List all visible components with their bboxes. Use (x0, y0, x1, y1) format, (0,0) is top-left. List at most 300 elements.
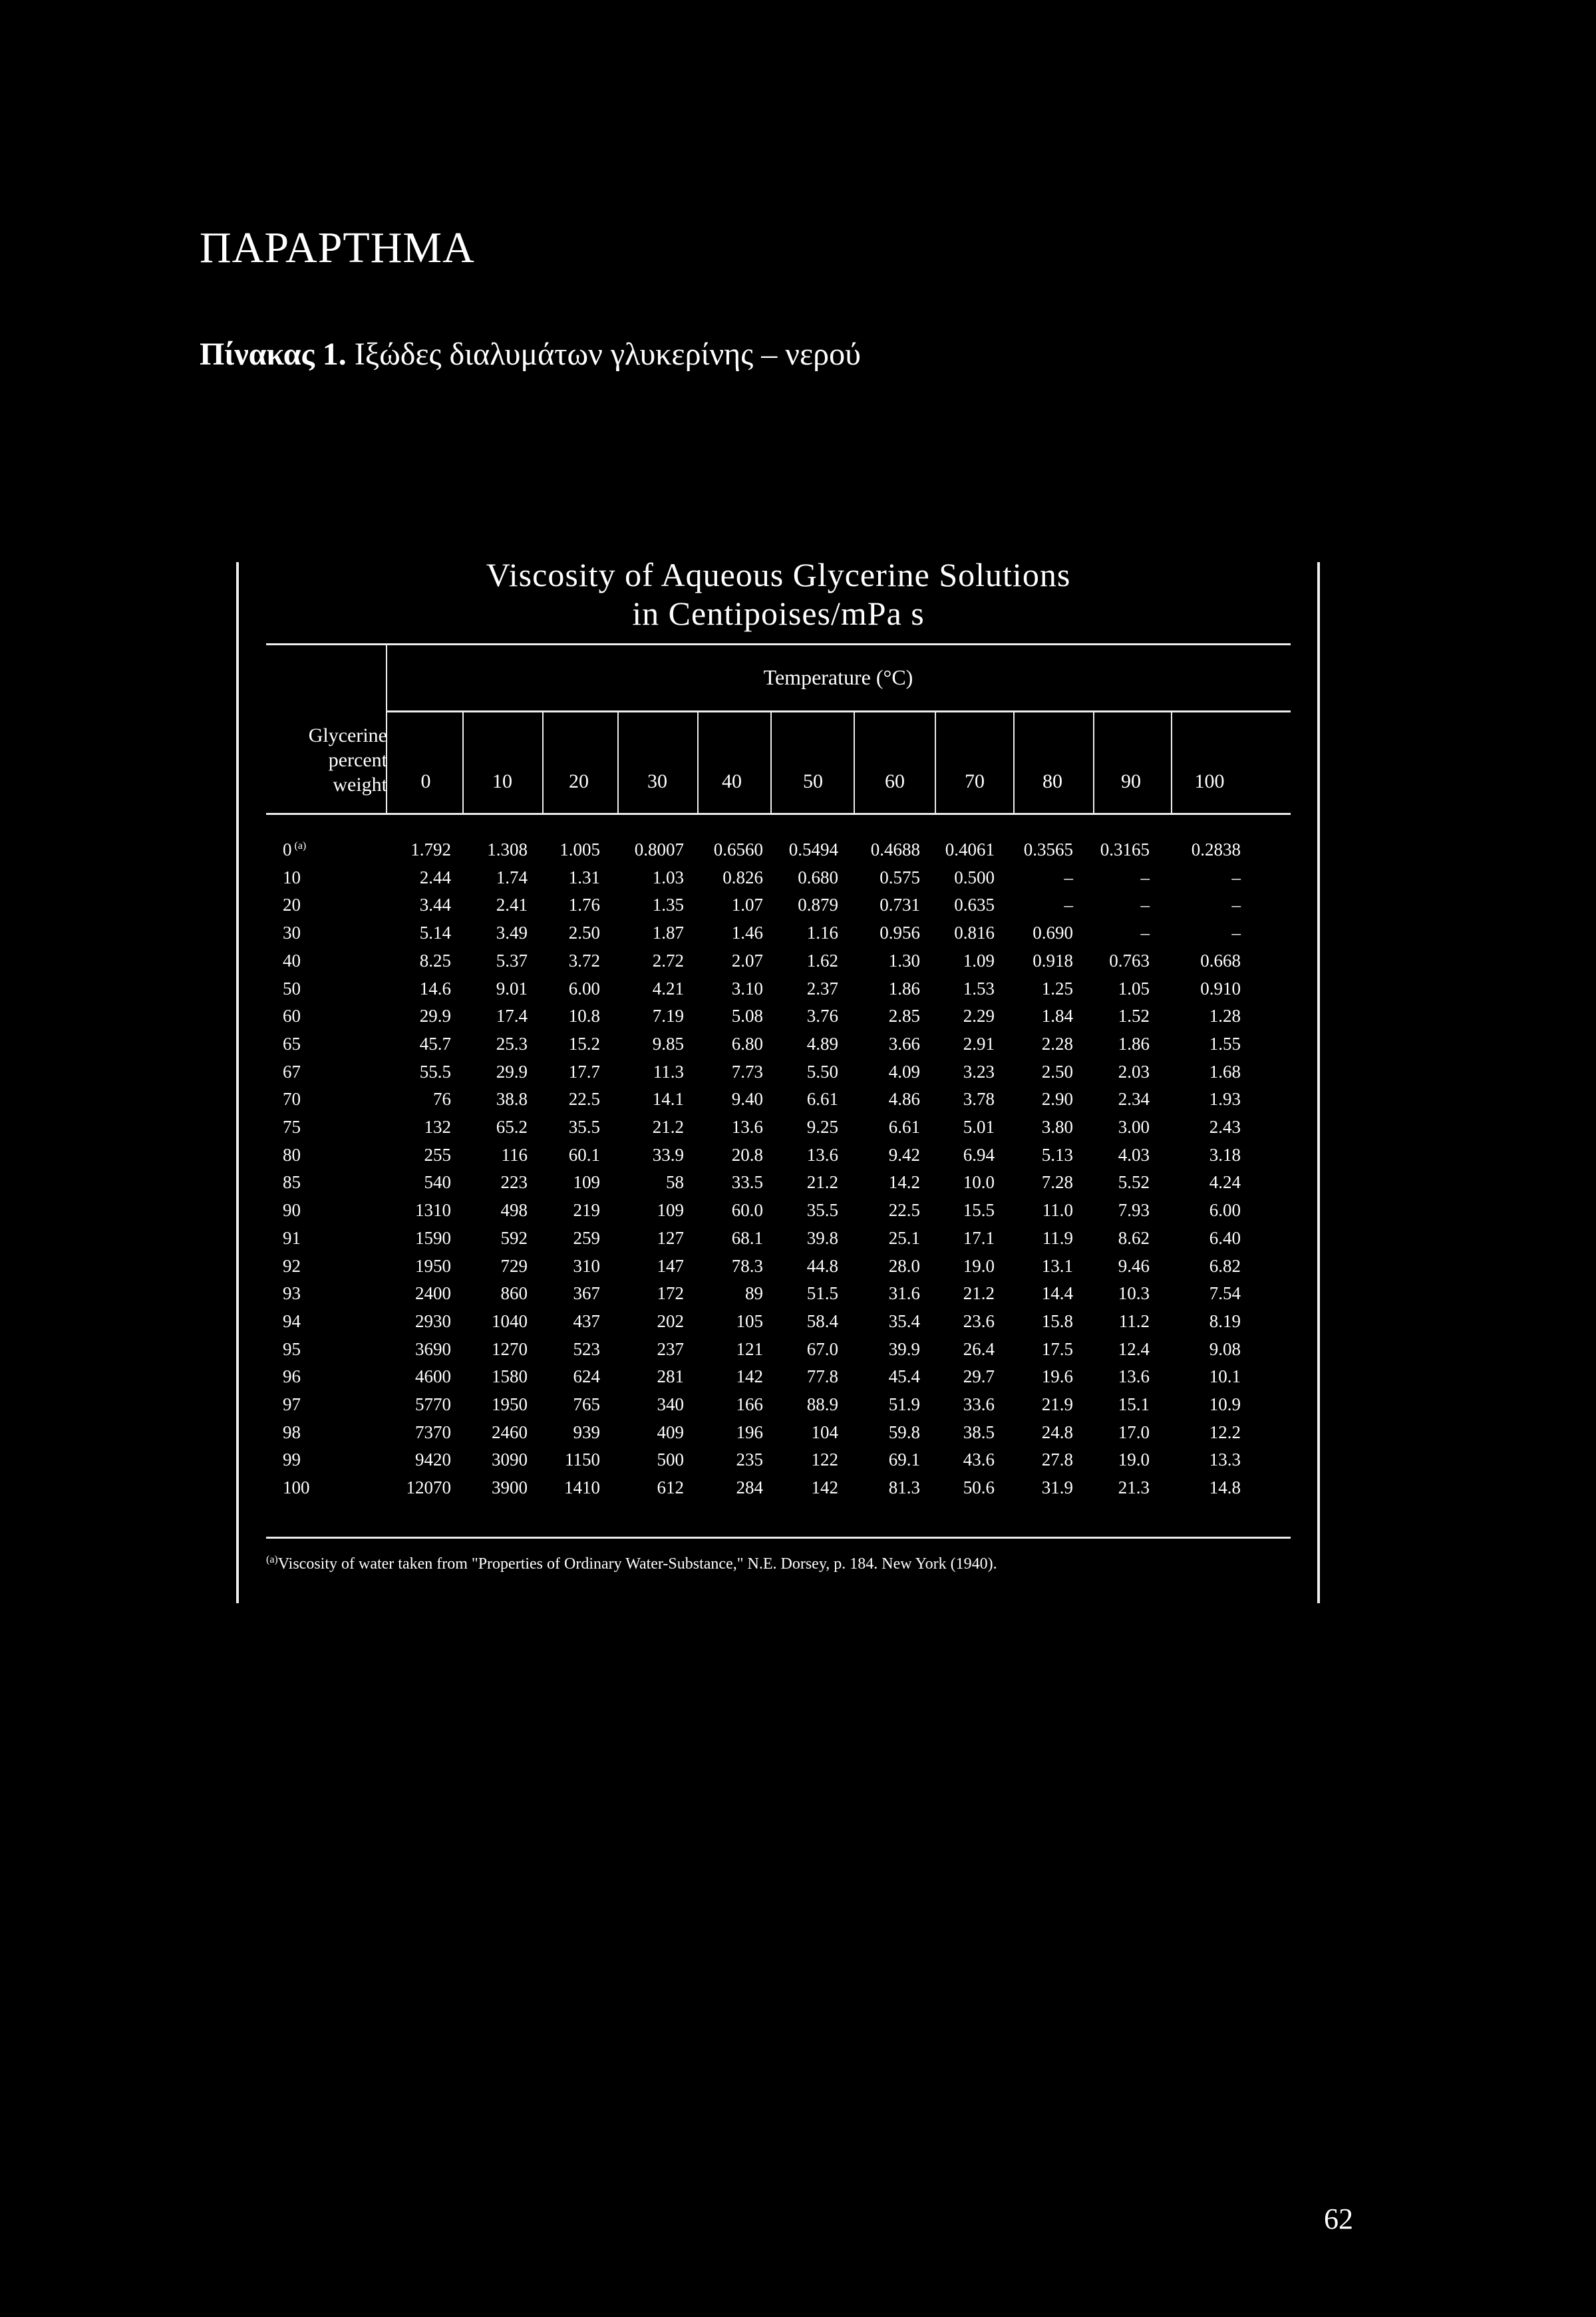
table-cell: – (1140, 923, 1150, 943)
table-cell: 3690 (415, 1339, 451, 1359)
column-header-100: 100 (1194, 770, 1225, 792)
table-cell: 15.5 (963, 1200, 995, 1220)
glycerine-header-line-3: weight (333, 774, 387, 796)
table-cell: 6.80 (731, 1034, 763, 1054)
table-cell: 35.5 (806, 1200, 838, 1220)
table-cell: 89 (745, 1283, 763, 1303)
table-cell: 2.43 (1209, 1117, 1241, 1137)
table-cell: 1.53 (963, 979, 995, 999)
table-cell: 9.85 (652, 1034, 684, 1054)
table-cell: 109 (573, 1172, 600, 1192)
table-cell: 29.9 (419, 1006, 451, 1026)
table-cell: 31.9 (1041, 1477, 1073, 1497)
table-cell: 1950 (415, 1256, 451, 1276)
table-cell: 1.55 (1209, 1034, 1241, 1054)
row-label: 94 (283, 1311, 301, 1331)
table-cell: 142 (811, 1477, 838, 1497)
table-cell: 523 (573, 1339, 600, 1359)
row-label: 30 (283, 923, 301, 943)
table-cell: 1.31 (568, 867, 600, 887)
table-cell: 25.1 (888, 1228, 920, 1248)
table-cell: 69.1 (888, 1450, 920, 1469)
table-cell: 7.73 (731, 1062, 763, 1082)
table-cell: 5.13 (1041, 1145, 1073, 1165)
table-cell: 259 (573, 1228, 600, 1248)
table-cell: 13.6 (731, 1117, 763, 1137)
table-cell: 1410 (564, 1477, 600, 1497)
table-cell: 68.1 (731, 1228, 763, 1248)
table-cell: 31.6 (888, 1283, 920, 1303)
table-cell: 592 (500, 1228, 528, 1248)
table-cell: 10.3 (1118, 1283, 1150, 1303)
table-cell: 3.66 (888, 1034, 920, 1054)
table-cell: 6.00 (1209, 1200, 1241, 1220)
title-rule (266, 643, 1291, 645)
table-cell: 0.4688 (870, 840, 920, 859)
table-cell: 76 (433, 1089, 451, 1109)
table-cell: 19.0 (1118, 1450, 1150, 1469)
table-cell: 7370 (415, 1422, 451, 1442)
table-cell: 2.91 (963, 1034, 995, 1054)
table-cell: 2.34 (1118, 1089, 1150, 1109)
table-cell: 142 (736, 1366, 763, 1386)
table-cell: 104 (811, 1422, 838, 1442)
table-cell: 20.8 (731, 1145, 763, 1165)
column-header-70: 70 (965, 770, 985, 792)
table-cell: 5.08 (731, 1006, 763, 1026)
table-cell: 1.84 (1041, 1006, 1073, 1026)
table-title-line-2: in Centipoises/mPa s (632, 595, 925, 632)
table-cell: 4.86 (888, 1089, 920, 1109)
table-cell: 235 (736, 1450, 763, 1469)
table-cell: 109 (657, 1200, 684, 1220)
table-cell: 1.76 (568, 895, 600, 915)
table-cell: 4600 (415, 1366, 451, 1386)
table-caption-text: Ιξώδες διαλυμάτων γλυκερίνης – νερού (354, 337, 861, 372)
table-cell: 9.01 (496, 979, 528, 999)
table-cell: 116 (501, 1145, 528, 1165)
table-cell: 0.918 (1033, 951, 1073, 971)
column-header-80: 80 (1042, 770, 1062, 792)
column-divider (1093, 710, 1094, 813)
table-cell: 1.68 (1209, 1062, 1241, 1082)
table-cell: 24.8 (1041, 1422, 1073, 1442)
table-cell: 1.005 (559, 840, 600, 859)
table-caption (200, 336, 861, 373)
table-cell: 0.668 (1200, 951, 1241, 971)
table-cell: 1.46 (731, 923, 763, 943)
table-cell: 0.731 (879, 895, 920, 915)
table-cell: 0.3165 (1100, 840, 1150, 859)
column-divider (462, 710, 464, 813)
table-cell: 196 (736, 1422, 763, 1442)
table-cell: 0.2838 (1191, 840, 1241, 859)
table-cell: 38.8 (496, 1089, 528, 1109)
table-cell: 45.7 (419, 1034, 451, 1054)
table-cell: 39.9 (888, 1339, 920, 1359)
table-cell: 60.1 (568, 1145, 600, 1165)
table-cell: 3900 (492, 1477, 528, 1497)
table-cell: 10.9 (1209, 1394, 1241, 1414)
table-cell: 409 (657, 1422, 684, 1442)
table-cell: 33.9 (652, 1145, 684, 1165)
table-cell: – (1140, 867, 1150, 887)
table-cell: 35.5 (568, 1117, 600, 1137)
table-cell: 10.8 (568, 1006, 600, 1026)
table-cell: 9.40 (731, 1089, 763, 1109)
table-cell: – (1064, 895, 1073, 915)
row-label: 40 (283, 951, 301, 971)
table-cell: 2.28 (1041, 1034, 1073, 1054)
table-cell: 3.76 (806, 1006, 838, 1026)
table-cell: 14.4 (1041, 1283, 1073, 1303)
table-cell: 12070 (406, 1477, 451, 1497)
table-cell: 612 (657, 1477, 684, 1497)
table-cell: 5.01 (963, 1117, 995, 1137)
table-cell: 1.792 (410, 840, 451, 859)
table-cell: 255 (424, 1145, 451, 1165)
column-header-30: 30 (647, 770, 667, 792)
column-divider (697, 710, 699, 813)
column-divider (617, 710, 619, 813)
temperature-rule (386, 710, 1291, 712)
table-cell: 1.74 (496, 867, 528, 887)
table-cell: 3.72 (568, 951, 600, 971)
table-cell: 21.2 (806, 1172, 838, 1192)
table-cell: 0.910 (1200, 979, 1241, 999)
footnote-text: Viscosity of water taken from "Properties of Ordinary Water-Substance," N.E. Dorsey, p. 184. New York (1940). (277, 1555, 997, 1573)
table-cell: 23.6 (963, 1311, 995, 1331)
table-cell: 1310 (415, 1200, 451, 1220)
column-header-10: 10 (492, 770, 512, 792)
table-cell: 6.00 (568, 979, 600, 999)
table-cell: 500 (657, 1450, 684, 1469)
table-caption-label: Πίνακας 1. (200, 337, 347, 372)
table-cell: 310 (573, 1256, 600, 1276)
table-cell: 22.5 (888, 1200, 920, 1220)
table-footnote (266, 1554, 997, 1573)
table-cell: 2.44 (419, 867, 451, 887)
table-cell: 29.9 (496, 1062, 528, 1082)
table-cell: 237 (657, 1339, 684, 1359)
row-label: 75 (283, 1117, 301, 1137)
table-cell: 33.5 (731, 1172, 763, 1192)
table-cell: 0.956 (879, 923, 920, 943)
table-cell: 6.82 (1209, 1256, 1241, 1276)
table-cell: 4.03 (1118, 1145, 1150, 1165)
table-cell: 43.6 (963, 1450, 995, 1469)
column-header-0: 0 (420, 770, 431, 792)
table-cell: 51.5 (806, 1283, 838, 1303)
table-cell: 3090 (492, 1450, 528, 1469)
table-title-line-1: Viscosity of Aqueous Glycerine Solutions (486, 556, 1071, 593)
table-cell: 0.879 (798, 895, 838, 915)
header-rule (266, 813, 1291, 815)
table-cell: 3.00 (1118, 1117, 1150, 1137)
table-cell: 11.3 (653, 1062, 684, 1082)
table-cell: 219 (573, 1200, 600, 1220)
table-cell: 166 (736, 1394, 763, 1414)
row-label: 98 (283, 1422, 301, 1442)
table-cell: – (1140, 895, 1150, 915)
table-cell: 4.21 (652, 979, 684, 999)
table-cell: 58.4 (806, 1311, 838, 1331)
table-cell: 0.5494 (788, 840, 838, 859)
table-cell: 7.19 (652, 1006, 684, 1026)
temperature-header: Temperature (°C) (763, 665, 913, 689)
table-cell: – (1231, 923, 1241, 943)
table-cell: 19.6 (1041, 1366, 1073, 1386)
column-header-50: 50 (803, 770, 823, 792)
table-cell: 0.6560 (713, 840, 763, 859)
table-cell: 21.3 (1118, 1477, 1150, 1497)
table-cell: 0.500 (954, 867, 995, 887)
table-cell: 2.03 (1118, 1062, 1150, 1082)
table-cell: 1270 (492, 1339, 528, 1359)
table-cell: 1.30 (888, 951, 920, 971)
table-cell: 4.24 (1209, 1172, 1241, 1192)
table-cell: 6.94 (963, 1145, 995, 1165)
table-cell: – (1064, 867, 1073, 887)
table-cell: 437 (573, 1311, 600, 1331)
glycerine-header-line-1: Glycerine (308, 724, 387, 746)
row-label: 60 (283, 1006, 301, 1026)
table-cell: 1.35 (652, 895, 684, 915)
table-cell: 4.89 (806, 1034, 838, 1054)
table-cell: 4.09 (888, 1062, 920, 1082)
table-cell: 939 (573, 1422, 600, 1442)
table-cell: 2.50 (568, 923, 600, 943)
row-label: 70 (283, 1089, 301, 1109)
table-cell: 15.1 (1118, 1394, 1150, 1414)
table-cell: 60.0 (731, 1200, 763, 1220)
column-divider (854, 710, 855, 813)
table-cell: 13.3 (1209, 1450, 1241, 1469)
table-cell: 3.44 (419, 895, 451, 915)
table-cell: 367 (573, 1283, 600, 1303)
table-cell: 202 (657, 1311, 684, 1331)
table-cell: 55.5 (419, 1062, 451, 1082)
table-cell: 2400 (415, 1283, 451, 1303)
table-cell: 3.23 (963, 1062, 995, 1082)
table-cell: 223 (500, 1172, 528, 1192)
table-cell: 5.52 (1118, 1172, 1150, 1192)
table-cell: 3.10 (731, 979, 763, 999)
table-cell: 77.8 (806, 1366, 838, 1386)
table-cell: 0.3565 (1023, 840, 1073, 859)
table-cell: 15.2 (568, 1034, 600, 1054)
table-cell: 3.49 (496, 923, 528, 943)
table-cell: 12.4 (1118, 1339, 1150, 1359)
row-label: 0 $^{(a)}$ (283, 840, 307, 859)
table-cell: 0.690 (1033, 923, 1073, 943)
row-label: 95 (283, 1339, 301, 1359)
row-label: 50 (283, 979, 301, 999)
table-cell: 5.14 (419, 923, 451, 943)
table-cell: 5770 (415, 1394, 451, 1414)
table-cell: 2.50 (1041, 1062, 1073, 1082)
table-cell: 1590 (415, 1228, 451, 1248)
table-cell: 2.72 (652, 951, 684, 971)
table-cell: 1.86 (888, 979, 920, 999)
table-cell: 0.816 (954, 923, 995, 943)
table-cell: 78.3 (731, 1256, 763, 1276)
row-label: 80 (283, 1145, 301, 1165)
table-cell: 284 (736, 1477, 763, 1497)
table-cell: 17.7 (568, 1062, 600, 1082)
table-cell: 81.3 (888, 1477, 920, 1497)
table-cell: 21.9 (1041, 1394, 1073, 1414)
table-cell: 1.93 (1209, 1089, 1241, 1109)
table-cell: 35.4 (888, 1311, 920, 1331)
table-cell: 2.41 (496, 895, 528, 915)
table-cell: 765 (573, 1394, 600, 1414)
table-cell: 13.1 (1041, 1256, 1073, 1276)
table-cell: 2930 (415, 1311, 451, 1331)
table-cell: 6.61 (888, 1117, 920, 1137)
column-divider (770, 710, 772, 813)
table-cell: 1.86 (1118, 1034, 1150, 1054)
page-heading: ΠΑΡΑΡΤΗΜΑ (200, 224, 475, 272)
table-cell: 281 (657, 1366, 684, 1386)
table-cell: – (1231, 867, 1241, 887)
table-cell: 51.9 (888, 1394, 920, 1414)
table-cell: 1.52 (1118, 1006, 1150, 1026)
table-cell: 27.8 (1041, 1450, 1073, 1469)
table-title (266, 555, 1291, 633)
row-label: 65 (283, 1034, 301, 1054)
table-cell: 9.42 (888, 1145, 920, 1165)
table-cell: 172 (657, 1283, 684, 1303)
table-cell: 1.03 (652, 867, 684, 887)
row-label: 67 (283, 1062, 301, 1082)
row-label: 10 (283, 867, 301, 887)
table-cell: 59.8 (888, 1422, 920, 1442)
table-cell: 9.08 (1209, 1339, 1241, 1359)
table-cell: 2.29 (963, 1006, 995, 1026)
column-header-90: 90 (1121, 770, 1141, 792)
table-cell: 21.2 (652, 1117, 684, 1137)
table-cell: 44.8 (806, 1256, 838, 1276)
page-number: 62 (1324, 2203, 1353, 2235)
table-cell: 3.80 (1041, 1117, 1073, 1137)
column-divider (1171, 710, 1172, 813)
table-cell: 1150 (565, 1450, 600, 1469)
table-cell: 1.87 (652, 923, 684, 943)
column-header-60: 60 (885, 770, 905, 792)
table-cell: 2.37 (806, 979, 838, 999)
table-cell: 0.575 (879, 867, 920, 887)
column-divider (935, 710, 936, 813)
row-label: 97 (283, 1394, 301, 1414)
table-cell: 6.40 (1209, 1228, 1241, 1248)
row-label: 90 (283, 1200, 301, 1220)
table-cell: 9.25 (806, 1117, 838, 1137)
table-cell: 15.8 (1041, 1311, 1073, 1331)
row-label: 100 (283, 1477, 310, 1497)
table-cell: 11.0 (1042, 1200, 1073, 1220)
table-cell: 6.61 (806, 1089, 838, 1109)
table-cell: 9420 (415, 1450, 451, 1469)
row-label: 99 (283, 1450, 301, 1469)
row-note: (a) (291, 840, 307, 851)
table-cell: 65.2 (496, 1117, 528, 1137)
column-divider (542, 710, 544, 813)
table-cell: 8.25 (419, 951, 451, 971)
table-cell: 0.763 (1109, 951, 1150, 971)
table-cell: 58 (666, 1172, 684, 1192)
table-cell: 127 (657, 1228, 684, 1248)
glycerine-header-line-2: percent (328, 749, 387, 771)
table-cell: 7.28 (1041, 1172, 1073, 1192)
table-cell: 50.6 (963, 1477, 995, 1497)
table-cell: 121 (736, 1339, 763, 1359)
table-cell: 0.635 (954, 895, 995, 915)
table-cell: 26.4 (963, 1339, 995, 1359)
table-left-border (236, 562, 239, 1603)
table-right-border (1317, 562, 1320, 1603)
table-cell: 0.680 (798, 867, 838, 887)
table-cell: 340 (657, 1394, 684, 1414)
table-cell: 540 (424, 1172, 451, 1192)
table-cell: 1.28 (1209, 1006, 1241, 1026)
table-cell: 1580 (492, 1366, 528, 1386)
table-cell: 1950 (492, 1394, 528, 1414)
table-cell: 13.6 (1118, 1366, 1150, 1386)
table-cell: 10.1 (1209, 1366, 1241, 1386)
table-cell: 17.5 (1041, 1339, 1073, 1359)
footnote-mark: (a) (266, 1554, 278, 1565)
table-cell: 7.54 (1209, 1283, 1241, 1303)
table-cell: 29.7 (963, 1366, 995, 1386)
table-cell: 14.2 (888, 1172, 920, 1192)
table-cell: 14.8 (1209, 1477, 1241, 1497)
table-cell: 10.0 (963, 1172, 995, 1192)
table-cell: 1.62 (806, 951, 838, 971)
table-cell: 1.25 (1041, 979, 1073, 999)
table-cell: – (1231, 895, 1241, 915)
table-cell: 5.50 (806, 1062, 838, 1082)
row-label: 92 (283, 1256, 301, 1276)
column-divider (1013, 710, 1015, 813)
table-cell: 1.308 (487, 840, 528, 859)
table-cell: 17.4 (496, 1006, 528, 1026)
table-cell: 8.62 (1118, 1228, 1150, 1248)
table-cell: 1.07 (731, 895, 763, 915)
table-cell: 25.3 (496, 1034, 528, 1054)
table-cell: 2.85 (888, 1006, 920, 1026)
table-cell: 0.4061 (945, 840, 995, 859)
table-cell: 5.37 (496, 951, 528, 971)
table-cell: 17.0 (1118, 1422, 1150, 1442)
table-cell: 33.6 (963, 1394, 995, 1414)
table-cell: 2460 (492, 1422, 528, 1442)
table-cell: 1.16 (806, 923, 838, 943)
table-cell: 9.46 (1118, 1256, 1150, 1276)
table-cell: 1040 (492, 1311, 528, 1331)
table-cell: 88.9 (806, 1394, 838, 1414)
table-cell: 729 (500, 1256, 528, 1276)
table-cell: 7.93 (1118, 1200, 1150, 1220)
table-cell: 1.05 (1118, 979, 1150, 999)
table-cell: 498 (500, 1200, 528, 1220)
table-cell: 39.8 (806, 1228, 838, 1248)
table-cell: 2.07 (731, 951, 763, 971)
table-cell: 2.90 (1041, 1089, 1073, 1109)
table-cell: 12.2 (1209, 1422, 1241, 1442)
column-header-20: 20 (569, 770, 589, 792)
row-label: 91 (283, 1228, 301, 1248)
